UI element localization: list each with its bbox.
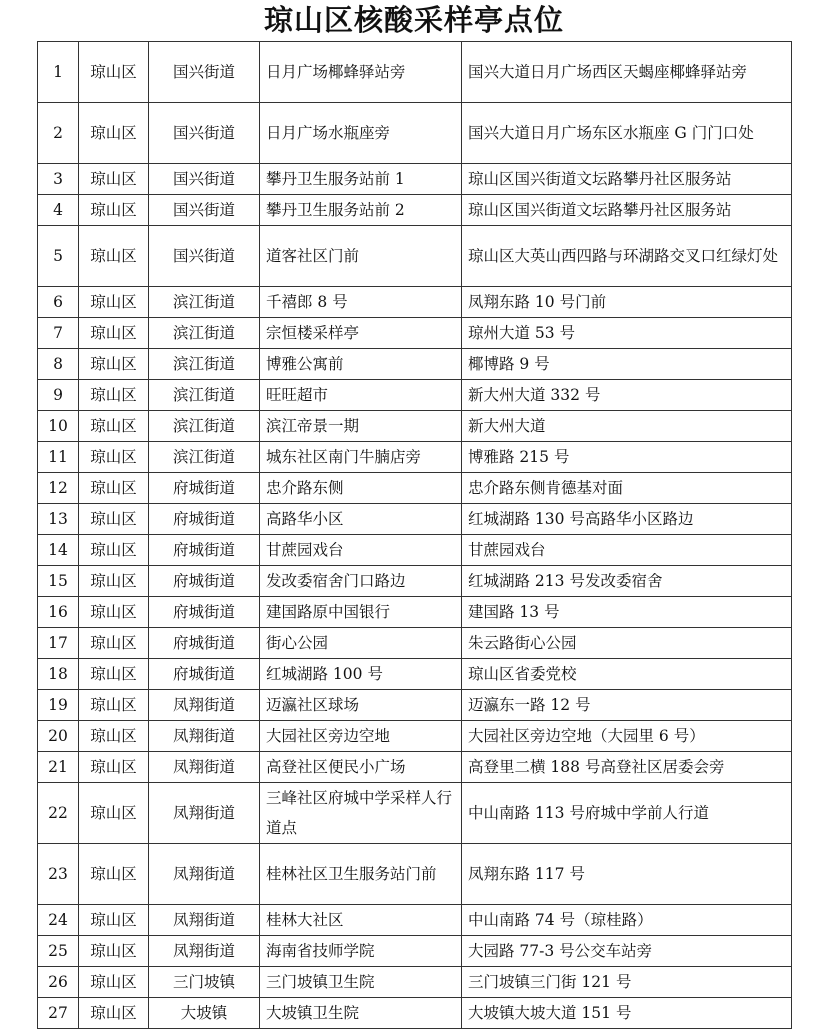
address-cell: 新大州大道 332 号 [462, 380, 792, 411]
street-cell: 府城街道 [149, 473, 260, 504]
street-cell: 滨江街道 [149, 411, 260, 442]
row-number: 27 [38, 998, 79, 1029]
row-number: 23 [38, 844, 79, 905]
row-number: 7 [38, 318, 79, 349]
table-row [38, 380, 792, 411]
street-cell: 滨江街道 [149, 318, 260, 349]
table-row [38, 42, 792, 103]
district-cell: 琼山区 [79, 380, 149, 411]
table-row [38, 442, 792, 473]
district-cell: 琼山区 [79, 752, 149, 783]
row-number: 12 [38, 473, 79, 504]
row-number: 26 [38, 967, 79, 998]
address-cell: 大园社区旁边空地（大园里 6 号） [462, 721, 792, 752]
district-cell: 琼山区 [79, 844, 149, 905]
district-cell: 琼山区 [79, 226, 149, 287]
site-name-cell: 迈瀛社区球场 [260, 690, 462, 721]
row-number: 19 [38, 690, 79, 721]
row-number: 13 [38, 504, 79, 535]
table-row [38, 411, 792, 442]
street-cell: 滨江街道 [149, 442, 260, 473]
district-cell: 琼山区 [79, 659, 149, 690]
row-number: 15 [38, 566, 79, 597]
site-name-cell: 甘蔗园戏台 [260, 535, 462, 566]
district-cell: 琼山区 [79, 164, 149, 195]
row-number: 3 [38, 164, 79, 195]
site-name-cell: 街心公园 [260, 628, 462, 659]
district-cell: 琼山区 [79, 566, 149, 597]
table-row [38, 967, 792, 998]
address-cell: 中山南路 113 号府城中学前人行道 [462, 783, 792, 844]
table-row [38, 195, 792, 226]
address-cell: 琼山区省委党校 [462, 659, 792, 690]
table-row [38, 597, 792, 628]
site-name-cell: 大坡镇卫生院 [260, 998, 462, 1029]
table-row [38, 226, 792, 287]
address-cell: 琼山区国兴街道文坛路攀丹社区服务站 [462, 164, 792, 195]
district-cell: 琼山区 [79, 442, 149, 473]
street-cell: 府城街道 [149, 566, 260, 597]
row-number: 22 [38, 783, 79, 844]
table-row [38, 721, 792, 752]
site-name-cell: 桂林社区卫生服务站门前 [260, 844, 462, 905]
sampling-sites-table [37, 41, 792, 1029]
street-cell: 府城街道 [149, 504, 260, 535]
site-name-cell: 千禧郎 8 号 [260, 287, 462, 318]
row-number: 9 [38, 380, 79, 411]
site-name-cell: 高登社区便民小广场 [260, 752, 462, 783]
site-name-cell: 宗恒楼采样亭 [260, 318, 462, 349]
site-name-cell: 日月广场椰蜂驿站旁 [260, 42, 462, 103]
street-cell: 凤翔街道 [149, 936, 260, 967]
street-cell: 凤翔街道 [149, 752, 260, 783]
table-row [38, 844, 792, 905]
street-cell: 凤翔街道 [149, 783, 260, 844]
table-row [38, 287, 792, 318]
table-row [38, 905, 792, 936]
row-number: 4 [38, 195, 79, 226]
row-number: 24 [38, 905, 79, 936]
district-cell: 琼山区 [79, 42, 149, 103]
table-row [38, 628, 792, 659]
district-cell: 琼山区 [79, 103, 149, 164]
row-number: 2 [38, 103, 79, 164]
table-row [38, 349, 792, 380]
address-cell: 椰博路 9 号 [462, 349, 792, 380]
street-cell: 国兴街道 [149, 226, 260, 287]
district-cell: 琼山区 [79, 473, 149, 504]
address-cell: 大坡镇大坡大道 151 号 [462, 998, 792, 1029]
table-row [38, 659, 792, 690]
address-cell: 迈瀛东一路 12 号 [462, 690, 792, 721]
site-name-cell: 红城湖路 100 号 [260, 659, 462, 690]
address-cell: 凤翔东路 117 号 [462, 844, 792, 905]
street-cell: 国兴街道 [149, 42, 260, 103]
street-cell: 滨江街道 [149, 380, 260, 411]
district-cell: 琼山区 [79, 690, 149, 721]
site-name-cell: 日月广场水瓶座旁 [260, 103, 462, 164]
address-cell: 三门坡镇三门街 121 号 [462, 967, 792, 998]
address-cell: 琼州大道 53 号 [462, 318, 792, 349]
address-cell: 凤翔东路 10 号门前 [462, 287, 792, 318]
row-number: 16 [38, 597, 79, 628]
site-name-cell: 建国路原中国银行 [260, 597, 462, 628]
street-cell: 凤翔街道 [149, 844, 260, 905]
row-number: 10 [38, 411, 79, 442]
district-cell: 琼山区 [79, 287, 149, 318]
address-cell: 忠介路东侧肯德基对面 [462, 473, 792, 504]
site-name-cell: 桂林大社区 [260, 905, 462, 936]
street-cell: 国兴街道 [149, 164, 260, 195]
table-row [38, 103, 792, 164]
row-number: 8 [38, 349, 79, 380]
district-cell: 琼山区 [79, 597, 149, 628]
address-cell: 红城湖路 213 号发改委宿舍 [462, 566, 792, 597]
row-number: 17 [38, 628, 79, 659]
row-number: 21 [38, 752, 79, 783]
street-cell: 府城街道 [149, 535, 260, 566]
district-cell: 琼山区 [79, 998, 149, 1029]
address-cell: 红城湖路 130 号高路华小区路边 [462, 504, 792, 535]
site-name-cell: 发改委宿舍门口路边 [260, 566, 462, 597]
address-cell: 博雅路 215 号 [462, 442, 792, 473]
site-name-cell: 三峰社区府城中学采样人行道点 [260, 783, 462, 844]
table-row [38, 566, 792, 597]
district-cell: 琼山区 [79, 318, 149, 349]
street-cell: 府城街道 [149, 628, 260, 659]
site-name-cell: 博雅公寓前 [260, 349, 462, 380]
district-cell: 琼山区 [79, 535, 149, 566]
district-cell: 琼山区 [79, 504, 149, 535]
address-cell: 朱云路街心公园 [462, 628, 792, 659]
table-row [38, 783, 792, 844]
district-cell: 琼山区 [79, 349, 149, 380]
street-cell: 国兴街道 [149, 103, 260, 164]
district-cell: 琼山区 [79, 195, 149, 226]
table-row [38, 998, 792, 1029]
row-number: 20 [38, 721, 79, 752]
row-number: 25 [38, 936, 79, 967]
table-body [38, 42, 792, 1029]
street-cell: 国兴街道 [149, 195, 260, 226]
address-cell: 建国路 13 号 [462, 597, 792, 628]
street-cell: 三门坡镇 [149, 967, 260, 998]
row-number: 5 [38, 226, 79, 287]
street-cell: 凤翔街道 [149, 721, 260, 752]
district-cell: 琼山区 [79, 721, 149, 752]
site-name-cell: 高路华小区 [260, 504, 462, 535]
district-cell: 琼山区 [79, 783, 149, 844]
site-name-cell: 忠介路东侧 [260, 473, 462, 504]
table-row [38, 164, 792, 195]
district-cell: 琼山区 [79, 628, 149, 659]
table-row [38, 318, 792, 349]
site-name-cell: 城东社区南门牛腩店旁 [260, 442, 462, 473]
street-cell: 大坡镇 [149, 998, 260, 1029]
street-cell: 凤翔街道 [149, 905, 260, 936]
site-name-cell: 道客社区门前 [260, 226, 462, 287]
table-row [38, 690, 792, 721]
row-number: 6 [38, 287, 79, 318]
address-cell: 琼山区大英山西四路与环湖路交叉口红绿灯处 [462, 226, 792, 287]
table-row [38, 535, 792, 566]
row-number: 14 [38, 535, 79, 566]
site-name-cell: 旺旺超市 [260, 380, 462, 411]
address-cell: 琼山区国兴街道文坛路攀丹社区服务站 [462, 195, 792, 226]
district-cell: 琼山区 [79, 411, 149, 442]
street-cell: 滨江街道 [149, 349, 260, 380]
table-row [38, 504, 792, 535]
address-cell: 国兴大道日月广场西区天蝎座椰蜂驿站旁 [462, 42, 792, 103]
table-row [38, 936, 792, 967]
table-row [38, 752, 792, 783]
site-name-cell: 攀丹卫生服务站前 1 [260, 164, 462, 195]
site-name-cell: 海南省技师学院 [260, 936, 462, 967]
district-cell: 琼山区 [79, 936, 149, 967]
row-number: 1 [38, 42, 79, 103]
address-cell: 新大州大道 [462, 411, 792, 442]
address-cell: 中山南路 74 号（琼桂路） [462, 905, 792, 936]
row-number: 18 [38, 659, 79, 690]
row-number: 11 [38, 442, 79, 473]
address-cell: 国兴大道日月广场东区水瓶座 G 门门口处 [462, 103, 792, 164]
address-cell: 高登里二横 188 号高登社区居委会旁 [462, 752, 792, 783]
table-row [38, 473, 792, 504]
address-cell: 大园路 77-3 号公交车站旁 [462, 936, 792, 967]
site-name-cell: 大园社区旁边空地 [260, 721, 462, 752]
street-cell: 滨江街道 [149, 287, 260, 318]
site-name-cell: 滨江帝景一期 [260, 411, 462, 442]
district-cell: 琼山区 [79, 905, 149, 936]
site-name-cell: 三门坡镇卫生院 [260, 967, 462, 998]
address-cell: 甘蔗园戏台 [462, 535, 792, 566]
district-cell: 琼山区 [79, 967, 149, 998]
site-name-cell: 攀丹卫生服务站前 2 [260, 195, 462, 226]
street-cell: 府城街道 [149, 597, 260, 628]
page-title: 琼山区核酸采样亭点位 [263, 3, 564, 37]
street-cell: 凤翔街道 [149, 690, 260, 721]
street-cell: 府城街道 [149, 659, 260, 690]
